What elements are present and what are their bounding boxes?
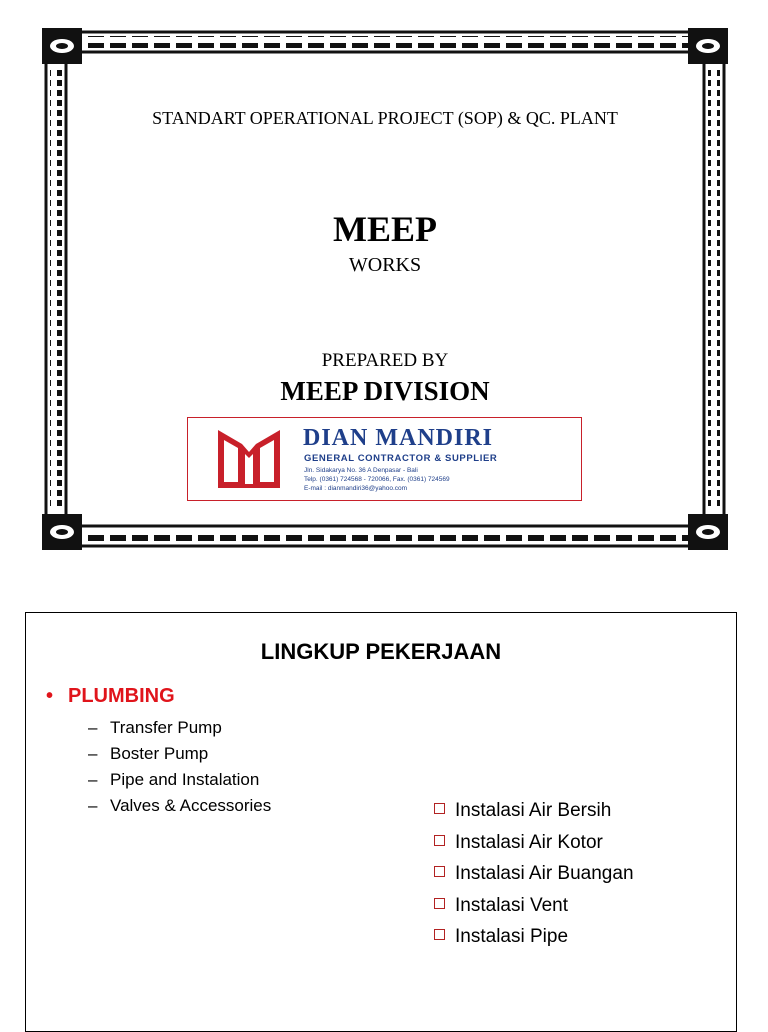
square-bullet-icon xyxy=(434,929,445,940)
company-logo-icon xyxy=(218,430,280,488)
list-item xyxy=(434,795,634,827)
plumbing-sublist xyxy=(88,715,271,819)
cover-slide xyxy=(42,28,728,550)
list-item xyxy=(88,767,271,793)
list-item xyxy=(434,858,634,890)
scope-slide xyxy=(25,612,737,1032)
square-bullet-icon xyxy=(434,898,445,909)
bullet-marker: • xyxy=(46,685,54,707)
list-item-label: Boster Pump xyxy=(110,744,209,763)
list-item xyxy=(434,890,634,922)
dash-marker: – xyxy=(88,744,98,763)
square-bullet-icon xyxy=(434,866,445,877)
list-item-label: Transfer Pump xyxy=(110,718,222,737)
division-name: MEEP DIVISION xyxy=(280,376,490,406)
company-address: Jln. Sidakarya No. 36 A Denpasar - Bali xyxy=(304,467,418,474)
slide-title: LINGKUP PEKERJAAN xyxy=(260,639,502,664)
company-tagline: GENERAL CONTRACTOR & SUPPLIER xyxy=(304,453,498,464)
dash-marker: – xyxy=(88,770,98,789)
prepared-by-label: PREPARED BY xyxy=(321,350,449,371)
plumbing-bullet xyxy=(46,685,175,708)
list-item xyxy=(88,793,271,819)
installation-list xyxy=(434,795,634,953)
company-name: DIAN MANDIRI xyxy=(303,425,493,451)
document-title: MEEP xyxy=(333,209,437,249)
company-phone: Telp. (0361) 724568 - 720066, Fax. (0361) 724569 xyxy=(304,476,450,483)
plumbing-label: PLUMBING xyxy=(68,685,175,707)
square-bullet-icon xyxy=(434,835,445,846)
list-item-label: Valves & Accessories xyxy=(110,796,272,815)
square-bullet-icon xyxy=(434,803,445,814)
list-item xyxy=(88,715,271,741)
list-item xyxy=(434,827,634,859)
list-item-label: Instalasi Pipe xyxy=(455,926,569,947)
list-item-label: Instalasi Vent xyxy=(455,894,569,916)
list-item-label: Instalasi Air Kotor xyxy=(455,831,603,853)
document-subtitle: STANDART OPERATIONAL PROJECT (SOP) & QC. PLANT xyxy=(152,108,618,128)
company-email: E-mail : dianmandiri36@yahoo.com xyxy=(304,485,408,492)
list-item-label: Pipe and Instalation xyxy=(110,770,260,789)
dash-marker: – xyxy=(88,718,98,737)
list-item-label: Instalasi Air Bersih xyxy=(455,800,612,821)
company-logo-box xyxy=(187,417,582,501)
document-title-sub: WORKS xyxy=(348,254,422,276)
list-item-label: Instalasi Air Buangan xyxy=(455,863,634,884)
list-item xyxy=(88,741,271,767)
dash-marker: – xyxy=(88,796,98,815)
list-item xyxy=(434,921,634,953)
